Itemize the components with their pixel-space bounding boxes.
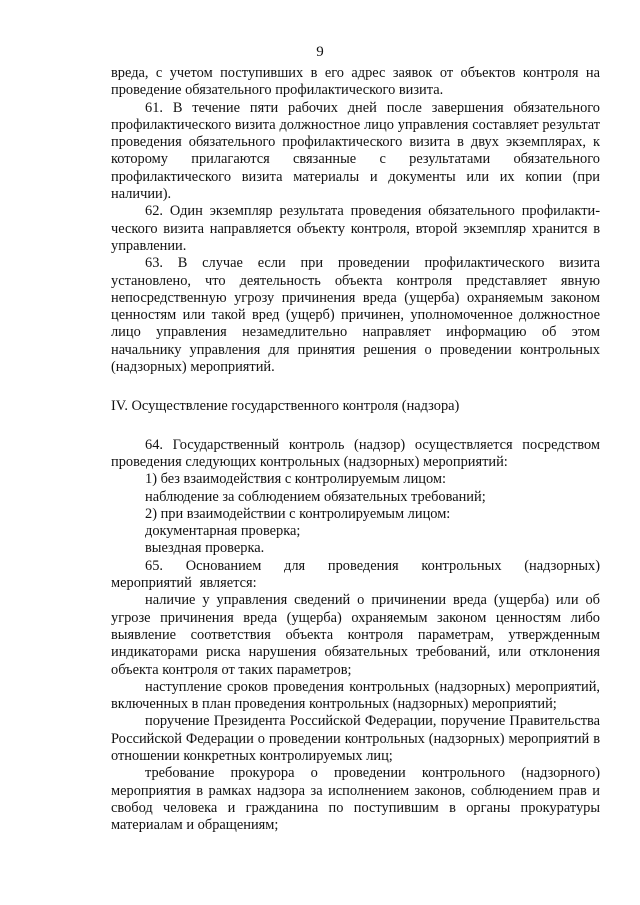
paragraph-grounds-prosecutor: требование прокурора о проведении контрольного (надзорного) мероприятия в рамках надзора за исполнением законов, соблюдением прав и свобод человека и гражданина по поступившим в органы прокуратуры материалам и обращениям; xyxy=(111,765,600,834)
section-heading: IV. Осуществление государственного контроля (надзора) xyxy=(111,398,460,415)
paragraph-62: 62. Один экземпляр результата проведения обязательного профилактического визита направляется объекту контроля, второй экземпляр хранится в управлении. xyxy=(111,203,600,254)
list-item-without-interaction: 1) без взаимодействия с контролируемым лицом: xyxy=(145,471,446,488)
paragraph-61: 61. В течение пяти рабочих дней после завершения обязательного профилактического визита должностное лицо управления составляет результат проведения обязательного профилактического визита в двух экземплярах, к которому прилагаются связанные с результатами обязательного профилактического визита материалы и документы или их копии (при наличии). xyxy=(111,99,600,203)
page-number: 9 xyxy=(316,44,324,60)
paragraph-63: 63. В случае если при проведении профилактического визита установлено, что деятельность объекта контроля представляет явную непосредственную угрозу причинения вреда (ущерба) охраняемым законом ценностям или такой вред (ущерб) причинен, уполномоченное должностное лицо управления незамедлительно направляет информацию об этом начальнику управления для принятия решения о проведении контрольных (надзорных) мероприятий. xyxy=(111,255,600,376)
paragraph-65: 65. Основанием для проведения контрольных (надзорных) мероприятий является: xyxy=(111,557,600,592)
paragraph-64: 64. Государственный контроль (надзор) осуществляется посредством проведения следующих контрольных (надзорных) мероприятий: xyxy=(111,436,600,470)
list-item-documentary-check: документарная проверка; xyxy=(145,523,301,540)
paragraph-grounds-order: поручение Президента Российской Федерации, поручение Правительства Российской Федерации о проведении контрольных (надзорных) мероприятий в отношении конкретных контролируемых лиц; xyxy=(111,713,600,764)
paragraph-grounds-harm: наличие у управления сведений о причинении вреда (ущерба) или об угрозе причинения вреда (ущерба) охраняемым законом ценностям либо выявление соответствия объекта контроля параметрам, утвержденным индикаторами риска нарушения обязательных требований, или отклонения объекта контроля от таких параметров; xyxy=(111,592,600,678)
list-item-with-interaction: 2) при взаимодействии с контролируемым лицом: xyxy=(145,505,451,522)
paragraph-grounds-plan: наступление сроков проведения контрольных (надзорных) мероприятий, включенных в план проведения контрольных (надзорных) мероприятий; xyxy=(111,678,600,713)
document-body xyxy=(111,65,600,834)
paragraph-continuation: вреда, с учетом поступивших в его адрес заявок от объектов контроля на проведение обязательного профилактического визита. xyxy=(111,65,600,99)
list-item-field-check: выездная проверка. xyxy=(145,540,265,557)
list-item-observation: наблюдение за соблюдением обязательных требований; xyxy=(145,488,486,505)
